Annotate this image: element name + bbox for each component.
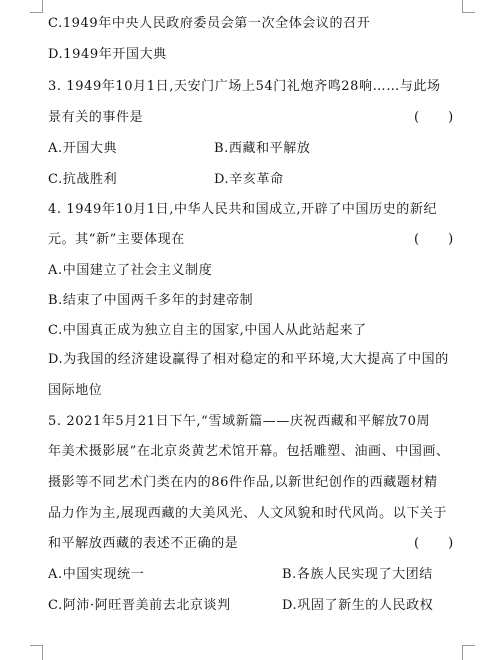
q3-option-d: D.辛亥革命 (214, 172, 284, 187)
q5-option-b: B.各族人民实现了大团结 (282, 567, 433, 582)
q5-option-a: A.中国实现统一 (48, 567, 145, 582)
corner-mark-top-right (462, 0, 475, 13)
q3-answer-blank: ( ) (414, 110, 454, 125)
q5-answer-blank: ( ) (414, 536, 454, 551)
q3-stem-line-1: 3. 1949年10月1日,天安门广场上54门礼炮齐鸣28响……与此场 (48, 79, 441, 94)
q5-stem-line-5: 和平解放西藏的表述不正确的是 (48, 536, 239, 551)
q4-stem-line-1: 4. 1949年10月1日,中华人民共和国成立,开辟了中国历史的新纪 (48, 202, 438, 217)
q2-option-c: C.1949年中央人民政府委员会第一次全体会议的召开 (48, 16, 371, 31)
q5-option-c: C.阿沛·阿旺晋美前去北京谈判 (48, 598, 231, 613)
q4-stem-line-2: 元。其“新”主要体现在 (48, 232, 185, 247)
q5-stem-line-4: 品力作为主,展现西藏的大美风光、人文风貌和时代风尚。以下关于 (48, 506, 448, 521)
q4-option-d-line-2: 国际地位 (48, 383, 103, 398)
q4-option-c: C.中国真正成为独立自主的国家,中国人从此站起来了 (48, 323, 367, 338)
q3-option-a: A.开国大典 (48, 141, 118, 156)
q3-stem-line-2: 景有关的事件是 (48, 110, 144, 125)
q4-option-b: B.结束了中国两千多年的封建帝制 (48, 293, 254, 308)
q4-option-d-line-1: D.为我国的经济建设赢得了相对稳定的和平环境,大大提高了中国的 (48, 352, 449, 367)
q2-option-d: D.1949年开国大典 (48, 47, 167, 62)
corner-mark-bottom-right (462, 645, 475, 660)
corner-mark-top-left (30, 0, 43, 13)
q5-option-d: D.巩固了新生的人民政权 (282, 598, 434, 613)
corner-mark-bottom-left (30, 645, 43, 660)
q3-option-b: B.西藏和平解放 (214, 141, 311, 156)
q4-answer-blank: ( ) (414, 232, 454, 247)
q5-stem-line-3: 摄影等不同艺术门类在内的86件作品,以新世纪创作的西藏题材精 (48, 475, 438, 490)
q3-option-c: C.抗战胜利 (48, 172, 118, 187)
q5-stem-line-1: 5. 2021年5月21日下午,“雪域新篇——庆祝西藏和平解放70周 (48, 414, 431, 429)
q5-stem-line-2: 年美术摄影展”在北京炎黄艺术馆开幕。包括雕塑、油画、中国画、 (48, 444, 450, 459)
q4-option-a: A.中国建立了社会主义制度 (48, 263, 213, 278)
